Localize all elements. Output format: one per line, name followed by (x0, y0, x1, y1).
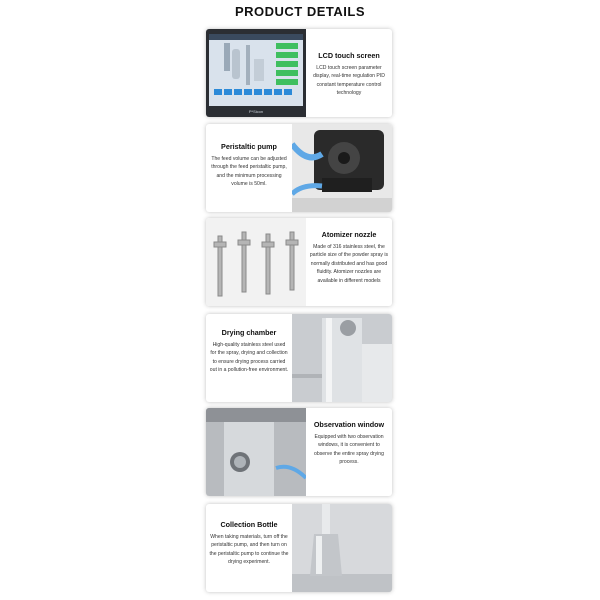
card-text (206, 124, 292, 212)
card-body: High-quality stainless steel used for the spray, drying and collection to ensure drying process carried out in a pollution-free environment. (209, 342, 289, 374)
feature-card-lcd (206, 29, 392, 117)
card-body: LCD touch screen parameter display, real-time regulation PID constant temperature control technology (313, 65, 385, 97)
page-title: PRODUCT DETAILS (234, 4, 366, 19)
card-heading: Collection Bottle (220, 520, 278, 529)
screen-brand-text: P*Sicon (248, 109, 264, 114)
card-heading: Observation window (313, 420, 385, 429)
atomizer-nozzle-image (206, 218, 306, 306)
card-text (306, 29, 392, 117)
card-heading: Atomizer nozzle (321, 230, 377, 239)
drying-chamber-image (292, 314, 392, 402)
card-body: Made of 316 stainless steel, the particle size of the powder spray is normally distributed and has good fluidity. Atomizer nozzles are available in different models (309, 244, 389, 284)
feature-card-pump (206, 124, 392, 212)
card-text (206, 504, 292, 592)
card-heading: Drying chamber (221, 328, 277, 337)
card-body: The feed volume can be adjusted through the feed peristaltic pump, and the minimum processing volume is 50ml. (211, 156, 287, 188)
feature-card-nozzle (206, 218, 392, 306)
feature-card-bottle (206, 504, 392, 592)
feature-card-chamber (206, 314, 392, 402)
card-body: Equipped with two observation windows, it is convenient to observe the entire spray drying process. (314, 434, 384, 466)
card-heading: Peristaltic pump (221, 142, 277, 151)
card-text (306, 408, 392, 496)
card-text (206, 314, 292, 402)
observation-window-image (206, 408, 306, 496)
collection-bottle-image (292, 504, 392, 592)
card-heading: LCD touch screen (318, 51, 380, 60)
feature-card-window (206, 408, 392, 496)
peristaltic-pump-image (292, 124, 392, 212)
lcd-screen-image (206, 29, 306, 117)
card-text (306, 218, 392, 306)
card-body: When taking materials, turn off the peristaltic pump, and then turn on the peristaltic pump to continue the drying experiment. (209, 534, 289, 566)
